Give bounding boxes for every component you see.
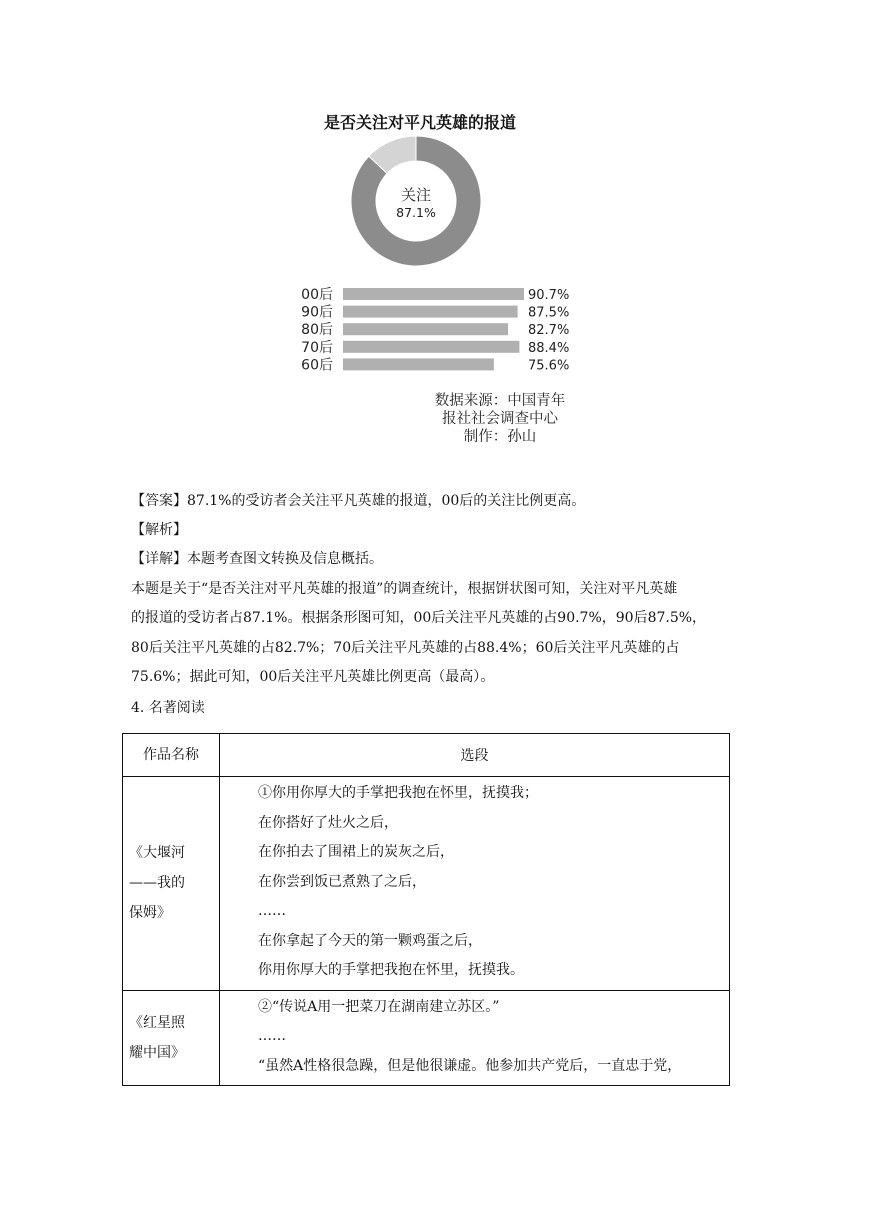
source-line-1: 数据来源：中国青年	[434, 393, 566, 409]
question-heading: 4. 名著阅读	[131, 700, 205, 716]
excerpt-line: 在你拍去了围裙上的炭灰之后，	[258, 844, 454, 860]
bar-category-label: 60后	[301, 357, 333, 374]
works-table	[122, 733, 730, 1086]
excerpt-cell	[220, 777, 730, 991]
detail-text: 【详解】本题考查图文转换及信息概括。	[131, 551, 383, 567]
excerpt-line: ……	[258, 1028, 286, 1044]
bar-category-label: 90后	[301, 304, 333, 321]
bar-value-label: 75.6%	[528, 358, 570, 374]
work-name-cell	[123, 777, 220, 991]
bar-90后	[343, 306, 518, 318]
bar-category-label: 70后	[301, 339, 333, 356]
work-name-cell	[123, 990, 220, 1086]
survey-infographic	[280, 100, 600, 460]
header-excerpt: 选段	[220, 734, 730, 777]
excerpt-line: ②“传说A用一把菜刀在湖南建立苏区。”	[258, 998, 500, 1015]
table-row	[123, 777, 730, 991]
excerpt-line: 你用你厚大的手掌把我抱在怀里，抚摸我。	[258, 962, 524, 978]
table-header-row	[123, 734, 730, 777]
bar-chart	[301, 287, 569, 373]
excerpt-line: ①你用你厚大的手掌把我抱在怀里，抚摸我；	[258, 785, 538, 801]
excerpt-line: 在你拿起了今天的第一颗鸡蛋之后，	[258, 932, 482, 949]
bar-value-label: 88.4%	[528, 340, 570, 356]
source-line-3: 制作：孙山	[463, 429, 537, 445]
bar-value-label: 82.7%	[528, 323, 570, 339]
excerpt-cell	[220, 990, 730, 1086]
header-work-name: 作品名称	[123, 734, 220, 777]
explanation-line: 75.6%；据此可知，00后关注平凡英雄比例更高（最高）。	[131, 669, 495, 685]
bar-value-label: 90.7%	[528, 288, 570, 303]
work-name-line: ——我的	[129, 875, 185, 892]
excerpt-line: 在你尝到饭已煮熟了之后，	[258, 873, 426, 890]
work-name-line: 《红星照	[129, 1014, 185, 1031]
bar-value-label: 87.5%	[528, 305, 570, 321]
explanation-line: 本题是关于“是否关注对平凡英雄的报道”的调查统计，根据饼状图可知，关注对平凡英雄	[131, 581, 678, 597]
source-line-2: 报社社会调查中心	[442, 411, 558, 427]
work-name-line: 《大堰河	[129, 845, 185, 862]
bar-00后	[343, 288, 524, 300]
pie-center-value: 87.1%	[396, 205, 436, 220]
excerpt-line: ……	[258, 903, 286, 919]
explanation-line: 的报道的受访者占87.1%。根据条形图可知，00后关注平凡英雄的占90.7%，90后87.5%，	[131, 610, 707, 626]
answer-text: 【答案】87.1%的受访者会关注平凡英雄的报道，00后的关注比例更高。	[131, 493, 586, 509]
explanation-line: 80后关注平凡英雄的占82.7%；70后关注平凡英雄的占88.4%；60后关注平凡英雄的占	[131, 640, 680, 656]
work-name-line: 保姆》	[129, 905, 171, 922]
pie-title: 是否关注对平凡英雄的报道	[323, 113, 517, 132]
excerpt-line: “虽然A性格很急躁，但是他很谦虚。他参加共产党后，一直忠于党，	[258, 1057, 682, 1074]
analysis-label: 【解析】	[131, 522, 187, 538]
table-row	[123, 990, 730, 1086]
bar-80后	[343, 323, 508, 335]
bar-60后	[343, 358, 494, 370]
pie-center-label: 关注	[400, 186, 432, 204]
bar-70后	[343, 341, 519, 353]
work-name-line: 耀中国》	[129, 1044, 185, 1061]
excerpt-line: 在你搭好了灶火之后，	[258, 814, 398, 831]
bar-category-label: 00后	[301, 287, 333, 303]
bar-category-label: 80后	[301, 322, 333, 339]
